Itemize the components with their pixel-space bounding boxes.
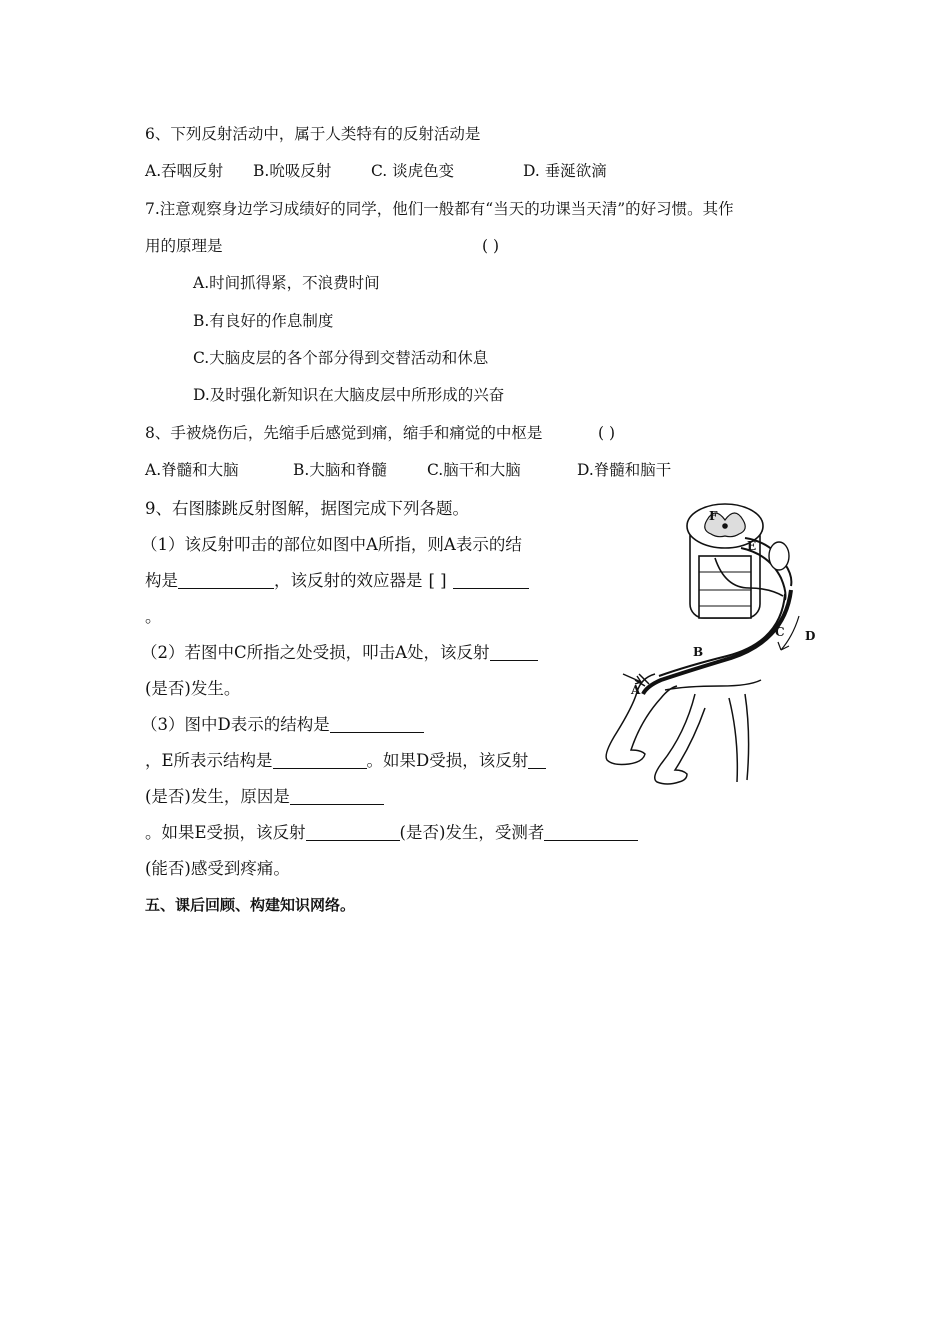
q6-option-a: A.吞咽反射: [145, 162, 224, 180]
q8-option-d: D.脊髓和脑干: [577, 461, 672, 479]
q9-part3-text-b: ，E所表示结构是: [145, 751, 273, 770]
q9-bracket-blank[interactable]: [ ]: [428, 571, 447, 590]
q9-stem: 9、右图膝跳反射图解，据图完成下列各题。: [145, 499, 469, 518]
q8-option-c: C.脑干和大脑: [427, 461, 521, 479]
q7-option-c: C.大脑皮层的各个部分得到交替活动和休息: [193, 349, 489, 367]
q9-blank-4[interactable]: [330, 715, 424, 733]
q9-blank-8[interactable]: [306, 823, 400, 841]
label-b: B: [693, 645, 704, 659]
q9-part3-text-c: 。如果D受损，该反射: [366, 751, 529, 770]
q7-stem-line1: 7.注意观察身边学习成绩好的同学，他们一般都有“当天的功课当天清”的好习惯。其作: [145, 200, 734, 218]
q9-part3-line4: [145, 822, 638, 844]
q6-option-d: D. 垂涎欲滴: [523, 162, 607, 180]
q9-blank-1[interactable]: [178, 571, 274, 589]
label-f: F: [709, 509, 718, 523]
label-d: D: [805, 629, 816, 643]
q6-options: [145, 160, 607, 182]
q8-options: [145, 459, 671, 481]
q7-option-d: D.及时强化新知识在大脑皮层中所形成的兴奋: [193, 386, 505, 404]
q7-answer-paren: ( ): [482, 237, 500, 255]
q9-part2-text: （2）若图中C所指之处受损，叩击A处，该反射: [141, 643, 490, 662]
q6-option-c: C. 谈虎色变: [371, 162, 455, 180]
leg-drawing: [606, 674, 761, 784]
q9-part3-text-a: （3）图中D表示的结构是: [141, 715, 330, 734]
q7-stem-line2: [145, 235, 500, 257]
q7-option-b: B.有良好的作息制度: [193, 312, 334, 330]
q9-part3-line2: [145, 750, 546, 772]
q9-part2-line1: [141, 642, 538, 664]
q9-part1-text-c: ，该反射的效应器是: [274, 571, 423, 590]
q9-part3-text-e: 。如果E受损，该反射: [145, 823, 306, 842]
q9-part3-line5: (能否)感受到疼痛。: [145, 859, 290, 878]
q9-blank-2[interactable]: [453, 571, 529, 589]
knee-jerk-reflex-figure: [595, 498, 825, 798]
q8-answer-paren: ( ): [598, 424, 616, 442]
label-e: E: [747, 539, 757, 553]
q8-stem: 8、手被烧伤后，先缩手后感觉到痛，缩手和痛觉的中枢是: [145, 424, 543, 442]
q9-part1-text-b: 构是: [145, 571, 178, 590]
q9-blank-6[interactable]: [528, 751, 546, 769]
q9-part1-end: 。: [145, 607, 162, 626]
q9-blank-5[interactable]: [273, 751, 367, 769]
q9-blank-7[interactable]: [290, 787, 384, 805]
q9-part1-line2: [145, 570, 529, 592]
q9-blank-3[interactable]: [490, 643, 538, 661]
q8-stem-line: [145, 422, 616, 444]
q8-option-b: B.大脑和脊髓: [293, 461, 387, 479]
section-five-heading: 五、课后回顾、构建知识网络。: [145, 896, 356, 914]
q6-option-b: B.吮吸反射: [253, 162, 332, 180]
spinal-cord-drawing: [687, 504, 791, 618]
q9-part3-text-d: (是否)发生，原因是: [145, 787, 290, 806]
q9-blank-9[interactable]: [544, 823, 638, 841]
q9-part1-line1: （1）该反射叩击的部位如图中A所指，则A表示的结: [141, 535, 522, 554]
q8-option-a: A.脊髓和大脑: [145, 461, 239, 479]
q9-part3-line3: [145, 786, 384, 808]
q7-option-a: A.时间抓得紧，不浪费时间: [193, 274, 380, 292]
q9-part3-line1: [141, 714, 424, 736]
q7-stem-text: 用的原理是: [145, 237, 223, 255]
label-a: A: [631, 683, 641, 697]
q9-part2-line2: (是否)发生。: [145, 679, 241, 698]
q6-stem: 6、下列反射活动中，属于人类特有的反射活动是: [145, 125, 481, 143]
label-c: C: [775, 625, 785, 639]
q9-part3-text-f: (是否)发生，受测者: [399, 823, 545, 842]
